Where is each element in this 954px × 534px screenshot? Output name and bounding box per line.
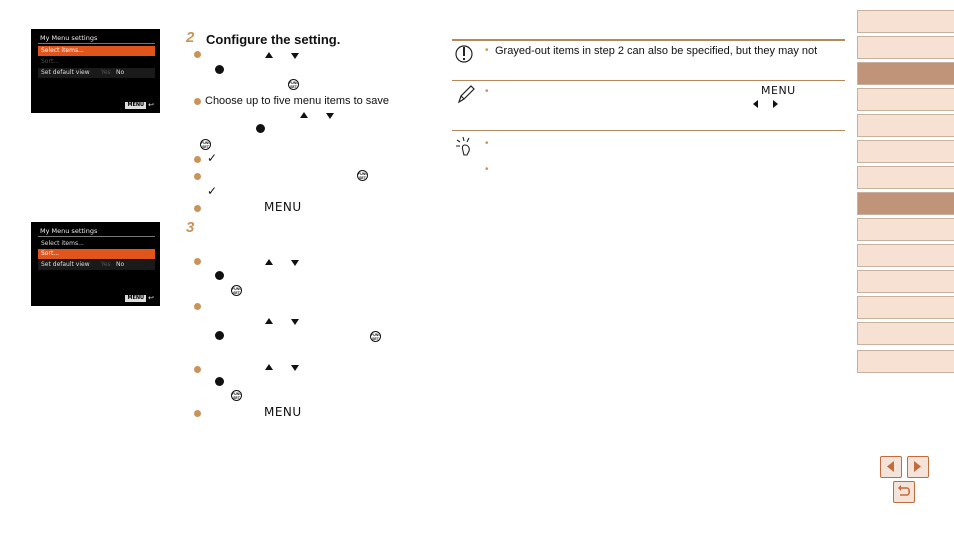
next-page-button[interactable]: [907, 456, 929, 478]
previous-page-button[interactable]: [880, 456, 902, 478]
bullet: [194, 51, 201, 58]
step-number: 2: [186, 29, 195, 46]
chapter-tab[interactable]: [857, 350, 954, 373]
menu-back-indicator: MENU ↩: [127, 294, 154, 302]
return-icon: [894, 482, 913, 501]
note-divider: [452, 80, 845, 81]
bullet: [194, 173, 201, 180]
exclamation-circle-icon: [455, 43, 473, 65]
menu-row-sort: Sort...: [41, 58, 60, 65]
arrow-left-icon: [881, 457, 900, 476]
menu-button-label: MENU: [264, 405, 302, 419]
camera-screen-sort: [31, 222, 160, 306]
hint-lightbulb-icon: [455, 136, 477, 158]
step-number: 3: [186, 219, 195, 236]
func-set-button-icon: FUNC SET: [232, 392, 242, 400]
bullet: [194, 410, 201, 417]
arrow-right-icon: [908, 457, 927, 476]
control-dial-icon: [215, 65, 224, 74]
func-set-button-icon: FUNC SET: [289, 81, 299, 89]
down-arrow-icon: [291, 53, 299, 59]
screen-title: My Menu settings: [40, 227, 98, 235]
divider: [38, 43, 155, 44]
chapter-tab[interactable]: [857, 296, 954, 319]
step-title: Configure the setting.: [206, 32, 341, 47]
chapter-tab[interactable]: [857, 244, 954, 267]
bullet: [194, 258, 201, 265]
menu-row-set-default-view: Set default view Yes No: [38, 68, 155, 78]
func-set-button-icon: FUNC SET: [358, 172, 368, 180]
chapter-tab[interactable]: [857, 88, 954, 111]
menu-button-label: MENU: [264, 200, 302, 214]
menu-back-indicator: MENU ↩: [127, 101, 154, 109]
bullet: [194, 205, 201, 212]
up-arrow-icon: [265, 364, 273, 370]
bullet: [194, 156, 201, 163]
return-button[interactable]: [893, 481, 915, 503]
note-divider: [452, 130, 845, 131]
pencil-icon: [456, 83, 476, 105]
return-icon: ↩: [148, 294, 154, 302]
chapter-tab[interactable]: [857, 114, 954, 137]
left-arrow-icon: [753, 100, 758, 108]
right-arrow-icon: [773, 100, 778, 108]
chapter-tab[interactable]: [857, 218, 954, 241]
menu-button-label: MENU: [761, 84, 796, 97]
menu-row-sort: Sort...: [38, 249, 155, 259]
check-mark-icon: ✓: [207, 184, 218, 198]
chapter-tab[interactable]: [857, 140, 954, 163]
menu-row-select-items: Select items...: [41, 240, 84, 247]
note-bullet: •: [485, 138, 489, 149]
bullet: [194, 303, 201, 310]
chapter-tab[interactable]: [857, 36, 954, 59]
caution-text: Grayed-out items in step 2 can also be specified, but they may not: [495, 45, 818, 57]
up-arrow-icon: [300, 112, 308, 118]
func-set-button-icon: FUNC SET: [232, 287, 242, 295]
up-arrow-icon: [265, 318, 273, 324]
down-arrow-icon: [291, 365, 299, 371]
up-arrow-icon: [265, 259, 273, 265]
note-bullet: •: [485, 164, 489, 175]
screen-title: My Menu settings: [40, 34, 98, 42]
check-mark-icon: ✓: [207, 151, 218, 165]
step2-instruction: Choose up to five menu items to save: [205, 95, 390, 107]
bullet: [194, 366, 201, 373]
chapter-tab[interactable]: [857, 166, 954, 189]
down-arrow-icon: [291, 319, 299, 325]
chapter-tab-active[interactable]: [857, 192, 954, 215]
control-dial-icon: [215, 377, 224, 386]
chapter-tab[interactable]: [857, 10, 954, 33]
note-bullet: •: [485, 45, 489, 56]
bullet: [194, 98, 201, 105]
control-dial-icon: [215, 331, 224, 340]
note-bullet: •: [485, 86, 489, 97]
down-arrow-icon: [291, 260, 299, 266]
chapter-tab[interactable]: [857, 322, 954, 345]
camera-screen-select-items: [31, 29, 160, 113]
down-arrow-icon: [326, 113, 334, 119]
func-set-button-icon: FUNC SET: [201, 141, 211, 149]
control-dial-icon: [215, 271, 224, 280]
control-dial-icon: [256, 124, 265, 133]
note-divider: [452, 39, 845, 41]
chapter-tab[interactable]: [857, 270, 954, 293]
divider: [38, 236, 155, 237]
menu-row-set-default-view: Set default view Yes No: [38, 260, 155, 270]
return-icon: ↩: [148, 101, 154, 109]
func-set-button-icon: FUNC SET: [371, 333, 381, 341]
chapter-tab-active[interactable]: [857, 62, 954, 85]
menu-row-select-items: Select items...: [38, 46, 155, 56]
up-arrow-icon: [265, 52, 273, 58]
